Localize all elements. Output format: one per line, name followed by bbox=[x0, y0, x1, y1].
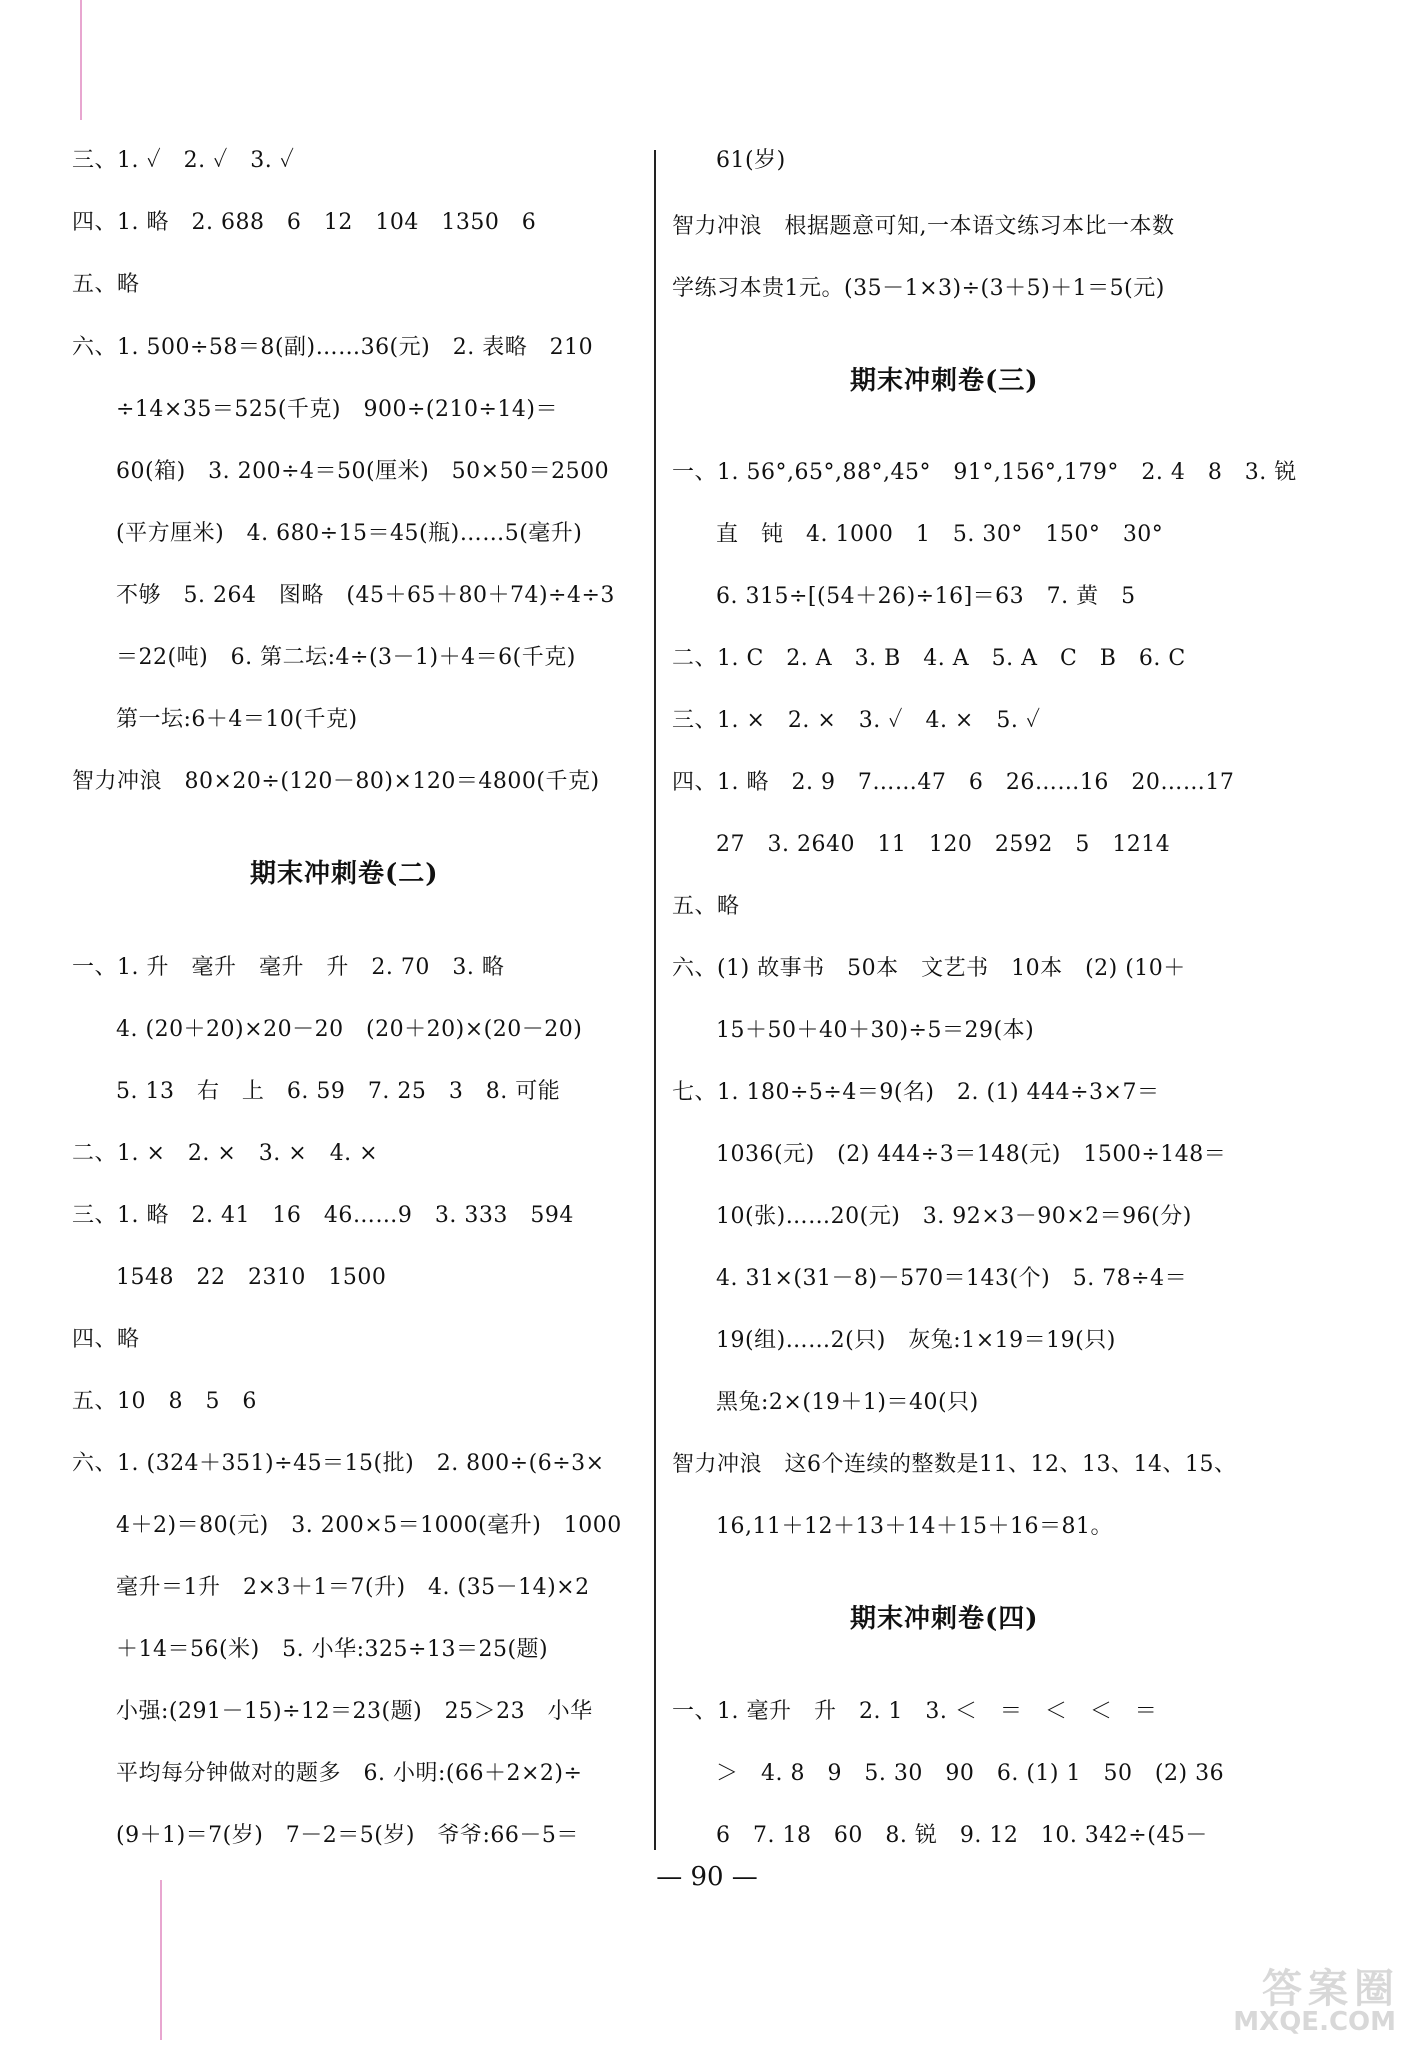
text-line: 4. (20＋20)×20－20 (20＋20)×(20－20) bbox=[116, 1017, 583, 1042]
text-line: ＋14＝56(米) 5. 小华:325÷13＝25(题) bbox=[116, 1637, 549, 1662]
text-line: 智力冲浪 根据题意可知,一本语文练习本比一本数 bbox=[672, 214, 1175, 239]
text-line: ÷14×35＝525(千克) 900÷(210÷14)＝ bbox=[116, 397, 559, 422]
text-line: 小强:(291－15)÷12＝23(题) 25＞23 小华 bbox=[116, 1699, 593, 1724]
text-line: 27 3. 2640 11 120 2592 5 1214 bbox=[716, 832, 1171, 857]
text-line: 4. 31×(31－8)－570＝143(个) 5. 78÷4＝ bbox=[716, 1266, 1188, 1291]
watermark bbox=[1180, 1957, 1400, 2037]
text-line: 六、(1) 故事书 50本 文艺书 10本 (2) (10＋ bbox=[672, 956, 1186, 981]
text-line: 平均每分钟做对的题多 6. 小明:(66＋2×2)÷ bbox=[116, 1761, 583, 1786]
text-line: 1036(元) (2) 444÷3＝148(元) 1500÷148＝ bbox=[716, 1142, 1227, 1167]
text-line: 6. 315÷[(54＋26)÷16]＝63 7. 黄 5 bbox=[716, 584, 1136, 609]
text-line: 60(箱) 3. 200÷4＝50(厘米) 50×50＝2500 bbox=[116, 459, 610, 484]
text-line: 六、1. (324＋351)÷45＝15(批) 2. 800÷(6÷3× bbox=[72, 1451, 605, 1476]
text-line: 四、略 bbox=[72, 1327, 140, 1352]
text-line: 三、1. 略 2. 41 16 46……9 3. 333 594 bbox=[72, 1203, 574, 1228]
text-line: 10(张)……20(元) 3. 92×3－90×2＝96(分) bbox=[716, 1204, 1192, 1229]
text-line: 61(岁) bbox=[716, 148, 786, 173]
text-line: 智力冲浪 80×20÷(120－80)×120＝4800(千克) bbox=[72, 769, 600, 794]
text-line: 15＋50＋40＋30)÷5＝29(本) bbox=[716, 1018, 1035, 1043]
text-line: 二、1. C 2. A 3. B 4. A 5. A C B 6. C bbox=[672, 646, 1186, 671]
text-line: 三、1. ✓ 2. ✓ 3. ✓ bbox=[72, 148, 295, 173]
text-line: (平方厘米) 4. 680÷15＝45(瓶)……5(毫升) bbox=[116, 521, 583, 546]
text-line: 五、10 8 5 6 bbox=[72, 1389, 257, 1414]
watermark-site: MXQE.COM bbox=[1233, 2007, 1396, 2037]
text-line: 五、略 bbox=[672, 894, 740, 919]
margin-line-bottom bbox=[160, 1880, 162, 2040]
text-line: 一、1. 升 毫升 毫升 升 2. 70 3. 略 bbox=[72, 955, 505, 980]
watermark-logo: 答案圈 bbox=[1262, 1966, 1400, 2012]
text-line: 5. 13 右 上 6. 59 7. 25 3 8. 可能 bbox=[116, 1079, 561, 1104]
text-line: 不够 5. 264 图略 (45＋65＋80＋74)÷4÷3 bbox=[116, 583, 615, 608]
text-line: 二、1. × 2. × 3. × 4. × bbox=[72, 1141, 379, 1166]
text-line: 黑兔:2×(19＋1)＝40(只) bbox=[716, 1390, 979, 1415]
page-number: — 90 — bbox=[656, 1862, 758, 1892]
text-line: 19(组)……2(只) 灰兔:1×19＝19(只) bbox=[716, 1328, 1116, 1353]
text-line: ＞ 4. 8 9 5. 30 90 6. (1) 1 50 (2) 36 bbox=[716, 1761, 1225, 1786]
text-line: 直 钝 4. 1000 1 5. 30° 150° 30° bbox=[716, 522, 1164, 547]
text-line: 16,11＋12＋13＋14＋15＋16＝81。 bbox=[716, 1514, 1113, 1539]
section-heading: 期末冲刺卷(四) bbox=[850, 1604, 1039, 1634]
column-divider bbox=[654, 150, 656, 1850]
section-heading: 期末冲刺卷(二) bbox=[250, 859, 439, 889]
text-line: ＝22(吨) 6. 第二坛:4÷(3－1)＋4＝6(千克) bbox=[116, 645, 576, 670]
text-line: 智力冲浪 这6个连续的整数是11、12、13、14、15、 bbox=[672, 1452, 1237, 1477]
text-line: 学练习本贵1元。(35－1×3)÷(3＋5)＋1＝5(元) bbox=[672, 276, 1165, 301]
text-line: 六、1. 500÷58＝8(副)……36(元) 2. 表略 210 bbox=[72, 335, 594, 360]
text-line: 四、1. 略 2. 9 7……47 6 26……16 20……17 bbox=[672, 770, 1235, 795]
text-line: 七、1. 180÷5÷4＝9(名) 2. (1) 444÷3×7＝ bbox=[672, 1080, 1160, 1105]
text-line: (9＋1)＝7(岁) 7－2＝5(岁) 爷爷:66－5＝ bbox=[116, 1823, 579, 1848]
text-line: 第一坛:6＋4＝10(千克) bbox=[116, 707, 358, 732]
text-line: 五、略 bbox=[72, 272, 140, 297]
margin-line-top bbox=[80, 0, 82, 120]
text-line: 三、1. × 2. × 3. ✓ 4. × 5. ✓ bbox=[672, 708, 1041, 733]
section-heading: 期末冲刺卷(三) bbox=[850, 366, 1039, 396]
text-line: 一、1. 56°,65°,88°,45° 91°,156°,179° 2. 4 8 3. 锐 bbox=[672, 460, 1297, 485]
text-line: 毫升＝1升 2×3＋1＝7(升) 4. (35－14)×2 bbox=[116, 1575, 590, 1600]
text-line: 4＋2)＝80(元) 3. 200×5＝1000(毫升) 1000 bbox=[116, 1513, 622, 1538]
text-line: 1548 22 2310 1500 bbox=[116, 1265, 387, 1290]
text-line: 一、1. 毫升 升 2. 1 3. ＜ ＝ ＜ ＜ ＝ bbox=[672, 1699, 1158, 1724]
text-line: 四、1. 略 2. 688 6 12 104 1350 6 bbox=[72, 210, 537, 235]
text-line: 6 7. 18 60 8. 锐 9. 12 10. 342÷(45－ bbox=[716, 1823, 1208, 1848]
